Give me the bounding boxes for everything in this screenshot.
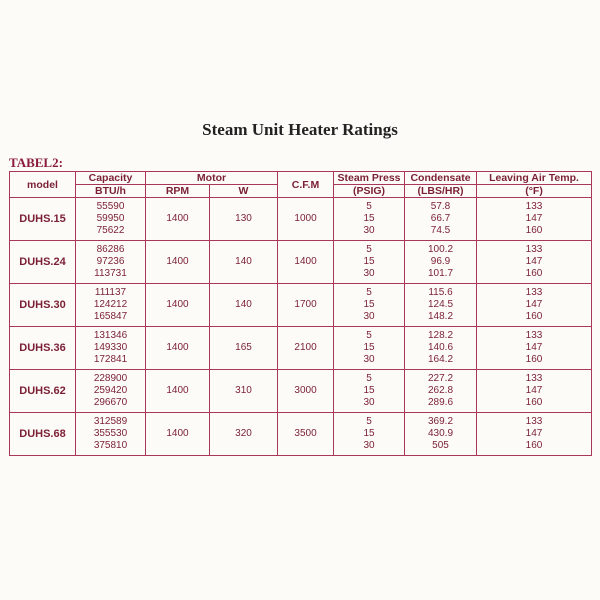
capacity-cell xyxy=(76,327,146,370)
steam-press-cell xyxy=(334,241,405,284)
cfm-value: 1000 xyxy=(278,198,334,241)
capacity-value: 111137 xyxy=(94,286,127,298)
leaving-air-temp-value: 160 xyxy=(525,268,543,280)
steam-press-value: 30 xyxy=(363,440,375,452)
condensate-value: 66.7 xyxy=(430,212,451,224)
leaving-air-temp-cell xyxy=(477,370,592,413)
capacity-value: 59950 xyxy=(96,212,125,224)
steam-press-cell xyxy=(334,327,405,370)
leaving-air-temp-value: 147 xyxy=(525,255,543,267)
leaving-air-temp-cell xyxy=(477,241,592,284)
leaving-air-temp-cell xyxy=(477,284,592,327)
header-capacity: Capacity xyxy=(76,172,146,185)
cfm-value: 1400 xyxy=(278,241,334,284)
table-row xyxy=(10,327,592,370)
condensate-value: 100.2 xyxy=(428,243,454,255)
capacity-cell xyxy=(76,284,146,327)
model-name: DUHS.30 xyxy=(10,284,76,327)
capacity-value: 165847 xyxy=(93,311,128,323)
condensate-value: 262.8 xyxy=(428,384,454,396)
w-value: 165 xyxy=(210,327,278,370)
steam-press-value: 15 xyxy=(363,255,375,267)
w-value: 320 xyxy=(210,413,278,456)
rpm-value: 1400 xyxy=(146,284,210,327)
cfm-value: 3000 xyxy=(278,370,334,413)
leaving-air-temp-value: 147 xyxy=(525,212,543,224)
header-steam-press: Steam Press xyxy=(334,172,405,185)
capacity-value: 131346 xyxy=(93,329,128,341)
condensate-value: 148.2 xyxy=(428,311,454,323)
header-w: W xyxy=(210,185,278,198)
header-capacity-unit: BTU/h xyxy=(76,185,146,198)
capacity-value: 172841 xyxy=(93,354,128,366)
table-body xyxy=(10,198,592,456)
leaving-air-temp-value: 160 xyxy=(525,440,543,452)
leaving-air-temp-value: 147 xyxy=(525,427,543,439)
steam-press-cell xyxy=(334,370,405,413)
w-value: 310 xyxy=(210,370,278,413)
rpm-value: 1400 xyxy=(146,198,210,241)
leaving-air-temp-value: 133 xyxy=(525,329,543,341)
capacity-cell xyxy=(76,198,146,241)
capacity-cell xyxy=(76,241,146,284)
capacity-value: 355530 xyxy=(93,427,128,439)
condensate-value: 227.2 xyxy=(428,372,454,384)
leaving-air-temp-value: 160 xyxy=(525,397,543,409)
table-row xyxy=(10,370,592,413)
capacity-value: 86286 xyxy=(96,243,125,255)
capacity-value: 75622 xyxy=(96,225,125,237)
condensate-value: 164.2 xyxy=(428,354,454,366)
leaving-air-temp-value: 133 xyxy=(525,415,543,427)
steam-press-value: 15 xyxy=(363,212,375,224)
leaving-air-temp-value: 133 xyxy=(525,243,543,255)
condensate-cell xyxy=(405,284,477,327)
condensate-value: 505 xyxy=(432,440,449,452)
w-value: 140 xyxy=(210,241,278,284)
leaving-air-temp-cell xyxy=(477,198,592,241)
capacity-value: 97236 xyxy=(96,255,125,267)
steam-press-value: 5 xyxy=(366,372,372,384)
condensate-value: 57.8 xyxy=(430,200,451,212)
leaving-air-temp-value: 133 xyxy=(525,372,543,384)
condensate-value: 124.5 xyxy=(428,298,454,310)
steam-press-cell xyxy=(334,413,405,456)
condensate-value: 140.6 xyxy=(428,341,454,353)
table-label: TABEL2: xyxy=(9,155,63,170)
capacity-value: 113731 xyxy=(94,268,127,280)
table-row xyxy=(10,241,592,284)
leaving-air-temp-cell xyxy=(477,327,592,370)
model-name: DUHS.62 xyxy=(10,370,76,413)
condensate-cell xyxy=(405,413,477,456)
condensate-value: 101.7 xyxy=(428,268,454,280)
steam-press-value: 30 xyxy=(363,268,375,280)
header-model: model xyxy=(10,172,76,198)
header-steam-unit: (PSIG) xyxy=(334,185,405,198)
capacity-value: 228900 xyxy=(93,372,128,384)
leaving-air-temp-cell xyxy=(477,413,592,456)
model-name: DUHS.68 xyxy=(10,413,76,456)
table-row xyxy=(10,198,592,241)
w-value: 130 xyxy=(210,198,278,241)
steam-press-value: 30 xyxy=(363,354,375,366)
capacity-value: 312589 xyxy=(93,415,128,427)
header-condensate-unit: (LBS/HR) xyxy=(405,185,477,198)
capacity-value: 259420 xyxy=(93,384,128,396)
model-name: DUHS.15 xyxy=(10,198,76,241)
condensate-cell xyxy=(405,327,477,370)
cfm-value: 3500 xyxy=(278,413,334,456)
ratings-table xyxy=(9,171,592,456)
header-condensate: Condensate xyxy=(405,172,477,185)
capacity-value: 375810 xyxy=(93,440,128,452)
steam-press-value: 5 xyxy=(366,243,372,255)
capacity-value: 124212 xyxy=(93,298,128,310)
leaving-air-temp-value: 147 xyxy=(525,341,543,353)
cfm-value: 1700 xyxy=(278,284,334,327)
condensate-cell xyxy=(405,370,477,413)
steam-press-value: 30 xyxy=(363,311,375,323)
header-leaving-unit: (°F) xyxy=(477,185,592,198)
header-motor: Motor xyxy=(146,172,278,185)
steam-press-value: 15 xyxy=(363,384,375,396)
rpm-value: 1400 xyxy=(146,327,210,370)
rpm-value: 1400 xyxy=(146,241,210,284)
rpm-value: 1400 xyxy=(146,413,210,456)
leaving-air-temp-value: 160 xyxy=(525,311,543,323)
condensate-value: 430.9 xyxy=(428,427,454,439)
steam-press-value: 5 xyxy=(366,415,372,427)
steam-press-value: 5 xyxy=(366,286,372,298)
page-title: Steam Unit Heater Ratings xyxy=(202,120,398,139)
capacity-cell xyxy=(76,370,146,413)
leaving-air-temp-value: 133 xyxy=(525,286,543,298)
steam-press-cell xyxy=(334,198,405,241)
condensate-value: 128.2 xyxy=(428,329,454,341)
steam-press-cell xyxy=(334,284,405,327)
condensate-value: 369.2 xyxy=(428,415,454,427)
capacity-value: 149330 xyxy=(93,341,128,353)
rpm-value: 1400 xyxy=(146,370,210,413)
condensate-value: 115.6 xyxy=(428,286,453,298)
leaving-air-temp-value: 160 xyxy=(525,354,543,366)
capacity-cell xyxy=(76,413,146,456)
leaving-air-temp-value: 147 xyxy=(525,298,543,310)
leaving-air-temp-value: 160 xyxy=(525,225,543,237)
header-rpm: RPM xyxy=(146,185,210,198)
condensate-cell xyxy=(405,198,477,241)
cfm-value: 2100 xyxy=(278,327,334,370)
table-row xyxy=(10,284,592,327)
steam-press-value: 15 xyxy=(363,427,375,439)
condensate-value: 289.6 xyxy=(428,397,454,409)
leaving-air-temp-value: 147 xyxy=(525,384,543,396)
steam-press-value: 5 xyxy=(366,329,372,341)
w-value: 140 xyxy=(210,284,278,327)
condensate-value: 74.5 xyxy=(430,225,451,237)
steam-press-value: 15 xyxy=(363,341,375,353)
leaving-air-temp-value: 133 xyxy=(525,200,543,212)
model-name: DUHS.36 xyxy=(10,327,76,370)
condensate-value: 96.9 xyxy=(430,255,451,267)
table-row xyxy=(10,413,592,456)
steam-press-value: 30 xyxy=(363,225,375,237)
steam-press-value: 5 xyxy=(366,200,372,212)
capacity-value: 296670 xyxy=(93,397,128,409)
model-name: DUHS.24 xyxy=(10,241,76,284)
condensate-cell xyxy=(405,241,477,284)
header-leaving-air-temp: Leaving Air Temp. xyxy=(477,172,592,185)
header-cfm: C.F.M xyxy=(278,172,334,198)
capacity-value: 55590 xyxy=(96,200,125,212)
steam-press-value: 30 xyxy=(363,397,375,409)
steam-press-value: 15 xyxy=(363,298,375,310)
